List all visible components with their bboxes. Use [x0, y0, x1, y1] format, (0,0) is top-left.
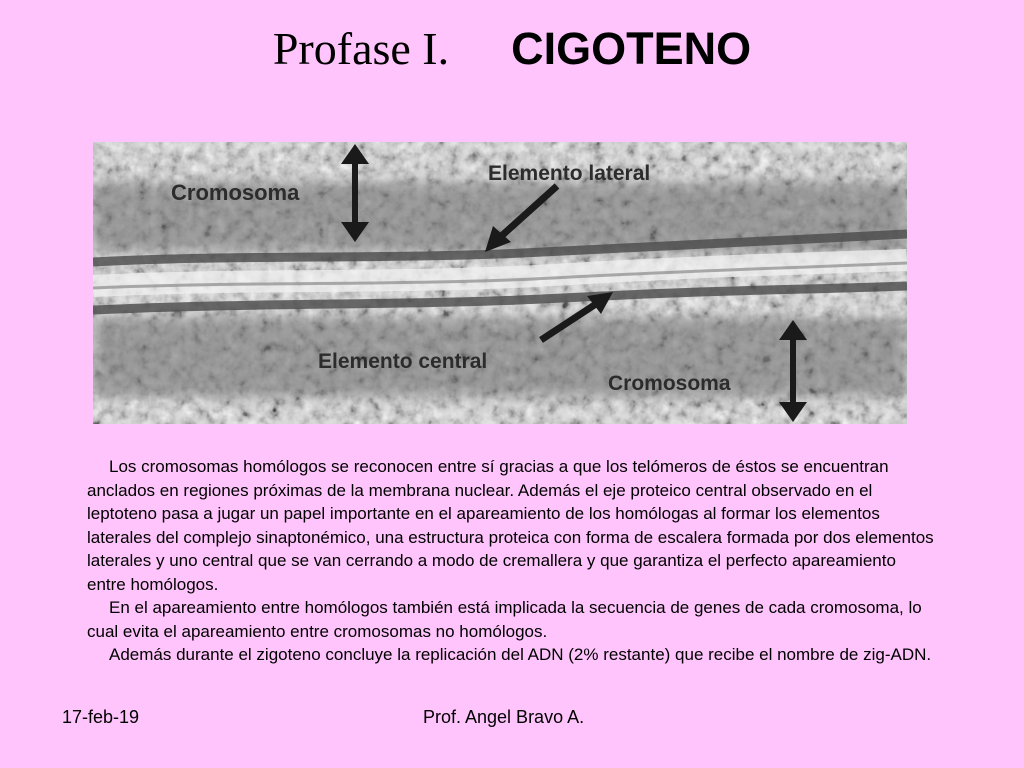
label-chromosome-bottom: Cromosoma — [608, 372, 731, 395]
title-zygotene: CIGOTENO — [511, 23, 752, 74]
footer-date: 17-feb-19 — [62, 707, 140, 727]
slide-title — [0, 22, 1024, 75]
label-central-element: Elemento central — [318, 350, 488, 373]
label-chromosome-top: Cromosoma — [171, 180, 300, 205]
explanatory-text — [87, 455, 937, 667]
paragraph-gene-sequence: En el apareamiento entre homólogos también está implicada la secuencia de genes de cada cromosoma, lo cual evita el apareamiento entre cromosomas no homólogos. — [87, 598, 922, 641]
chromosome-bottom-chromatin — [93, 317, 907, 397]
footer-author: Prof. Angel Bravo A. — [423, 707, 585, 727]
label-lateral-element: Elemento lateral — [488, 162, 651, 185]
paragraph-homolog-recognition: Los cromosomas homólogos se reconocen entre sí gracias a que los telómeros de éstos se encuentran anclados en regiones próximas de la membrana nuclear. Además el eje proteico central observado en el leptoteno pasa a jugar un papel importante en el apareamiento de los homólogas al formar los elementos laterales del complejo sinaptonémico, una estructura proteica con forma de escalera formada por dos elementos laterales y uno central que se van cerrando a modo de cremallera y que garantiza el perfecto apareamiento entre homólogos. — [87, 457, 934, 594]
electron-micrograph — [93, 142, 907, 424]
title-prophase: Profase I. — [272, 23, 450, 74]
paragraph-zig-dna: Además durante el zigoteno concluye la replicación del ADN (2% restante) que recibe el nombre de zig-ADN. — [109, 645, 932, 664]
